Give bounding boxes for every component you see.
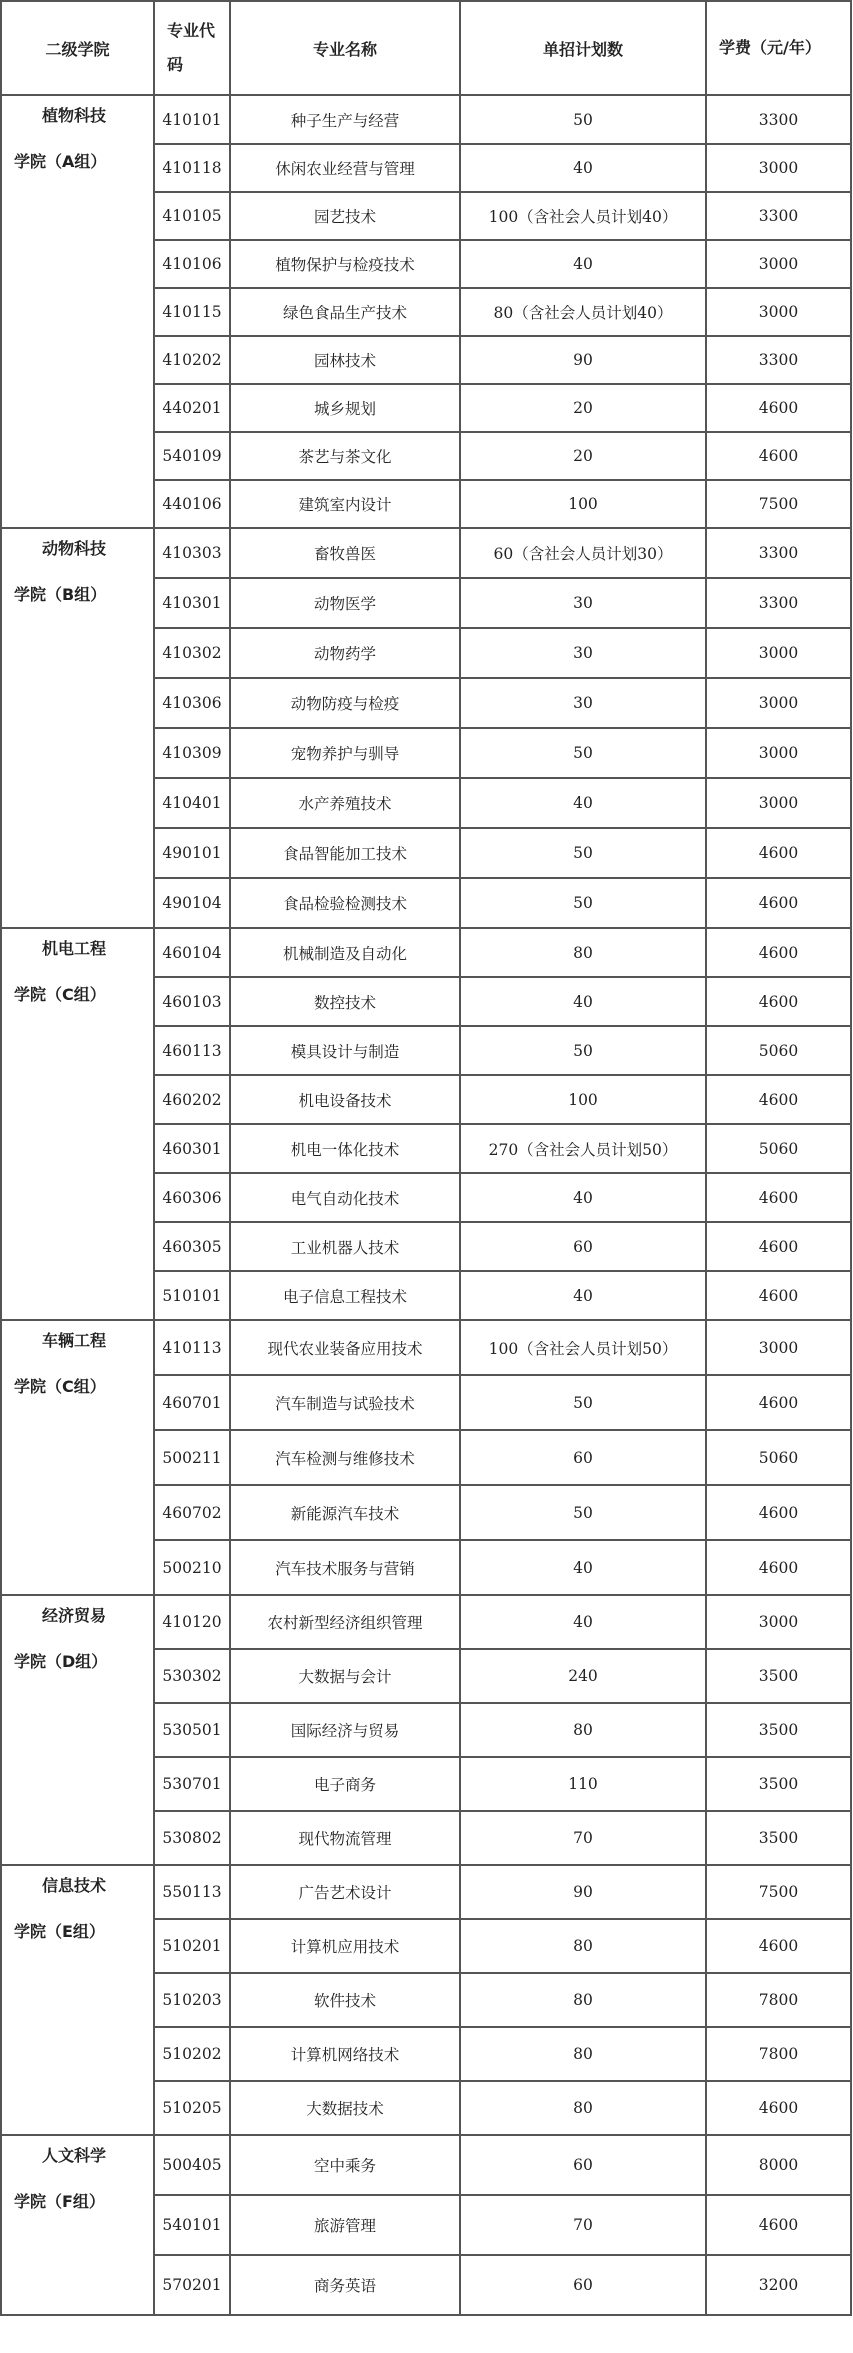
tuition-cell: 4600	[706, 1485, 851, 1540]
plan-count-cell: 100（含社会人员计划40）	[460, 192, 706, 240]
tuition-cell: 3300	[706, 95, 851, 144]
major-code-cell: 540101	[154, 2195, 230, 2255]
major-code-cell: 510205	[154, 2081, 230, 2135]
plan-count-cell: 50	[460, 828, 706, 878]
major-code-cell: 440201	[154, 384, 230, 432]
major-name-cell: 电子信息工程技术	[230, 1271, 460, 1320]
tuition-cell: 3000	[706, 678, 851, 728]
plan-count-cell: 60（含社会人员计划30）	[460, 528, 706, 578]
major-name-cell: 动物防疫与检疫	[230, 678, 460, 728]
tuition-cell: 4600	[706, 1375, 851, 1430]
major-name-cell: 旅游管理	[230, 2195, 460, 2255]
plan-count-cell: 100（含社会人员计划50）	[460, 1320, 706, 1375]
tuition-cell: 7500	[706, 1865, 851, 1919]
tuition-cell: 7800	[706, 1973, 851, 2027]
plan-count-cell: 90	[460, 1865, 706, 1919]
college-name-line1: 动物科技	[42, 539, 107, 558]
tuition-cell: 5060	[706, 1026, 851, 1075]
college-name-line1: 信息技术	[42, 1876, 107, 1895]
major-name-cell: 计算机网络技术	[230, 2027, 460, 2081]
college-cell	[1, 1595, 154, 1865]
major-code-cell: 570201	[154, 2255, 230, 2315]
plan-count-cell: 80	[460, 2081, 706, 2135]
major-code-cell: 460301	[154, 1124, 230, 1173]
major-code-cell: 510101	[154, 1271, 230, 1320]
plan-count-cell: 50	[460, 1375, 706, 1430]
major-name-cell: 动物医学	[230, 578, 460, 628]
major-name-cell: 模具设计与制造	[230, 1026, 460, 1075]
college-name-line1: 机电工程	[42, 939, 107, 958]
plan-count-cell: 70	[460, 2195, 706, 2255]
college-name-line2: 学院（F组）	[14, 2192, 105, 2211]
major-code-cell: 530302	[154, 1649, 230, 1703]
major-code-cell: 500405	[154, 2135, 230, 2195]
major-code-cell: 410113	[154, 1320, 230, 1375]
college-name-line1: 车辆工程	[42, 1331, 107, 1350]
plan-count-cell: 80	[460, 1919, 706, 1973]
major-code-cell: 550113	[154, 1865, 230, 1919]
major-name-cell: 机械制造及自动化	[230, 928, 460, 977]
tuition-cell: 4600	[706, 1075, 851, 1124]
major-name-cell: 园艺技术	[230, 192, 460, 240]
tuition-cell: 3500	[706, 1703, 851, 1757]
major-code-cell: 410303	[154, 528, 230, 578]
tuition-cell: 4600	[706, 1173, 851, 1222]
tuition-cell: 3000	[706, 1595, 851, 1649]
major-name-cell: 畜牧兽医	[230, 528, 460, 578]
plan-count-cell: 110	[460, 1757, 706, 1811]
major-code-cell: 410302	[154, 628, 230, 678]
tuition-cell: 3200	[706, 2255, 851, 2315]
tuition-cell: 3000	[706, 1320, 851, 1375]
major-name-cell: 汽车检测与维修技术	[230, 1430, 460, 1485]
tuition-cell: 3500	[706, 1811, 851, 1865]
college-name-line1: 经济贸易	[42, 1606, 107, 1625]
plan-count-cell: 80（含社会人员计划40）	[460, 288, 706, 336]
major-name-cell: 绿色食品生产技术	[230, 288, 460, 336]
plan-count-cell: 60	[460, 1430, 706, 1485]
tuition-cell: 3300	[706, 192, 851, 240]
plan-count-cell: 60	[460, 1222, 706, 1271]
college-name-line2: 学院（E组）	[14, 1922, 105, 1941]
table-row	[1, 1595, 851, 1649]
major-name-cell: 汽车制造与试验技术	[230, 1375, 460, 1430]
major-name-cell: 商务英语	[230, 2255, 460, 2315]
tuition-cell: 5060	[706, 1430, 851, 1485]
tuition-cell: 4600	[706, 2195, 851, 2255]
plan-count-cell: 40	[460, 1595, 706, 1649]
major-name-cell: 动物药学	[230, 628, 460, 678]
tuition-cell: 7500	[706, 480, 851, 528]
plan-count-cell: 40	[460, 1173, 706, 1222]
plan-count-cell: 100	[460, 480, 706, 528]
tuition-cell: 8000	[706, 2135, 851, 2195]
major-name-cell: 机电一体化技术	[230, 1124, 460, 1173]
tuition-cell: 3000	[706, 778, 851, 828]
major-name-cell: 汽车技术服务与营销	[230, 1540, 460, 1595]
tuition-cell: 3300	[706, 528, 851, 578]
major-name-cell: 电气自动化技术	[230, 1173, 460, 1222]
college-cell	[1, 928, 154, 1320]
major-name-cell: 园林技术	[230, 336, 460, 384]
tuition-cell: 4600	[706, 384, 851, 432]
tuition-cell: 3000	[706, 628, 851, 678]
major-name-cell: 工业机器人技术	[230, 1222, 460, 1271]
tuition-cell: 4600	[706, 2081, 851, 2135]
major-code-cell: 410202	[154, 336, 230, 384]
college-name-line2: 学院（A组）	[14, 152, 107, 171]
plan-count-cell: 30	[460, 678, 706, 728]
major-code-cell: 500211	[154, 1430, 230, 1485]
tuition-cell: 4600	[706, 928, 851, 977]
major-name-cell: 农村新型经济组织管理	[230, 1595, 460, 1649]
major-name-cell: 电子商务	[230, 1757, 460, 1811]
major-code-cell: 410101	[154, 95, 230, 144]
plan-count-cell: 80	[460, 2027, 706, 2081]
tuition-cell: 3300	[706, 578, 851, 628]
table-row	[1, 1320, 851, 1375]
plan-count-cell: 30	[460, 628, 706, 678]
tuition-cell: 3000	[706, 288, 851, 336]
major-code-cell: 410401	[154, 778, 230, 828]
major-code-cell: 510201	[154, 1919, 230, 1973]
college-cell	[1, 95, 154, 528]
college-cell	[1, 2135, 154, 2315]
major-name-cell: 广告艺术设计	[230, 1865, 460, 1919]
tuition-cell: 4600	[706, 1540, 851, 1595]
major-name-cell: 现代物流管理	[230, 1811, 460, 1865]
major-code-cell: 460104	[154, 928, 230, 977]
tuition-cell: 5060	[706, 1124, 851, 1173]
major-name-cell: 水产养殖技术	[230, 778, 460, 828]
major-code-cell: 490101	[154, 828, 230, 878]
tuition-cell: 3000	[706, 240, 851, 288]
major-code-cell: 440106	[154, 480, 230, 528]
header-name: 专业名称	[230, 1, 460, 95]
plan-count-cell: 50	[460, 878, 706, 928]
major-code-cell: 530501	[154, 1703, 230, 1757]
plan-count-cell: 20	[460, 432, 706, 480]
major-code-cell: 410306	[154, 678, 230, 728]
major-name-cell: 机电设备技术	[230, 1075, 460, 1124]
plan-count-cell: 70	[460, 1811, 706, 1865]
major-name-cell: 数控技术	[230, 977, 460, 1026]
plan-count-cell: 40	[460, 778, 706, 828]
header-plan: 单招计划数	[460, 1, 706, 95]
major-name-cell: 宠物养护与驯导	[230, 728, 460, 778]
major-name-cell: 建筑室内设计	[230, 480, 460, 528]
plan-count-cell: 80	[460, 1703, 706, 1757]
table-row	[1, 1865, 851, 1919]
table-row	[1, 928, 851, 977]
major-code-cell: 460202	[154, 1075, 230, 1124]
tuition-cell: 4600	[706, 878, 851, 928]
plan-count-cell: 80	[460, 1973, 706, 2027]
major-name-cell: 食品检验检测技术	[230, 878, 460, 928]
major-code-cell: 460305	[154, 1222, 230, 1271]
tuition-cell: 3000	[706, 144, 851, 192]
major-name-cell: 软件技术	[230, 1973, 460, 2027]
tuition-cell: 3300	[706, 336, 851, 384]
table-row	[1, 528, 851, 578]
college-name-line1: 人文科学	[42, 2146, 107, 2165]
major-name-cell: 空中乘务	[230, 2135, 460, 2195]
major-code-cell: 410301	[154, 578, 230, 628]
header-college: 二级学院	[1, 1, 154, 95]
plan-count-cell: 90	[460, 336, 706, 384]
major-name-cell: 新能源汽车技术	[230, 1485, 460, 1540]
plan-count-cell: 40	[460, 240, 706, 288]
major-name-cell: 休闲农业经营与管理	[230, 144, 460, 192]
college-name-line2: 学院（D组）	[14, 1652, 108, 1671]
plan-count-cell: 50	[460, 1485, 706, 1540]
college-cell	[1, 1865, 154, 2135]
tuition-cell: 3500	[706, 1649, 851, 1703]
major-code-cell: 530802	[154, 1811, 230, 1865]
plan-count-cell: 240	[460, 1649, 706, 1703]
major-name-cell: 城乡规划	[230, 384, 460, 432]
major-code-cell: 410105	[154, 192, 230, 240]
plan-count-cell: 40	[460, 1271, 706, 1320]
table-row	[1, 95, 851, 144]
plan-count-cell: 40	[460, 144, 706, 192]
tuition-cell: 4600	[706, 1919, 851, 1973]
major-name-cell: 茶艺与茶文化	[230, 432, 460, 480]
tuition-cell: 4600	[706, 828, 851, 878]
college-cell	[1, 1320, 154, 1595]
tuition-cell: 4600	[706, 432, 851, 480]
plan-count-cell: 50	[460, 728, 706, 778]
major-name-cell: 大数据与会计	[230, 1649, 460, 1703]
college-name-line2: 学院（C组）	[14, 985, 106, 1004]
major-code-cell: 540109	[154, 432, 230, 480]
major-name-cell: 现代农业装备应用技术	[230, 1320, 460, 1375]
plan-count-cell: 100	[460, 1075, 706, 1124]
tuition-cell: 3000	[706, 728, 851, 778]
major-code-cell: 410115	[154, 288, 230, 336]
major-code-cell: 410106	[154, 240, 230, 288]
plan-count-cell: 40	[460, 1540, 706, 1595]
header-fee: 学费（元/年）	[706, 1, 851, 95]
tuition-cell: 4600	[706, 1271, 851, 1320]
plan-count-cell: 50	[460, 1026, 706, 1075]
major-name-cell: 食品智能加工技术	[230, 828, 460, 878]
major-code-cell: 460701	[154, 1375, 230, 1430]
major-code-cell: 460702	[154, 1485, 230, 1540]
table-row	[1, 2135, 851, 2195]
major-code-cell: 460103	[154, 977, 230, 1026]
major-code-cell: 490104	[154, 878, 230, 928]
plan-count-cell: 60	[460, 2255, 706, 2315]
plan-count-cell: 20	[460, 384, 706, 432]
major-code-cell: 460113	[154, 1026, 230, 1075]
header-code: 专业代码	[154, 1, 230, 95]
college-cell	[1, 528, 154, 928]
major-code-cell: 510203	[154, 1973, 230, 2027]
college-name-line1: 植物科技	[42, 106, 107, 125]
major-code-cell: 530701	[154, 1757, 230, 1811]
plan-count-cell: 40	[460, 977, 706, 1026]
major-name-cell: 植物保护与检疫技术	[230, 240, 460, 288]
major-code-cell: 500210	[154, 1540, 230, 1595]
tuition-cell: 4600	[706, 1222, 851, 1271]
major-code-cell: 410118	[154, 144, 230, 192]
plan-count-cell: 50	[460, 95, 706, 144]
major-name-cell: 国际经济与贸易	[230, 1703, 460, 1757]
major-name-cell: 种子生产与经营	[230, 95, 460, 144]
header-row	[1, 1, 851, 95]
major-code-cell: 460306	[154, 1173, 230, 1222]
plan-count-cell: 30	[460, 578, 706, 628]
major-name-cell: 大数据技术	[230, 2081, 460, 2135]
plan-count-cell: 270（含社会人员计划50）	[460, 1124, 706, 1173]
plan-count-cell: 60	[460, 2135, 706, 2195]
major-code-cell: 410309	[154, 728, 230, 778]
major-code-cell: 410120	[154, 1595, 230, 1649]
college-name-line2: 学院（C组）	[14, 1377, 106, 1396]
table-body	[1, 1, 851, 2315]
major-name-cell: 计算机应用技术	[230, 1919, 460, 1973]
major-code-cell: 510202	[154, 2027, 230, 2081]
tuition-cell: 4600	[706, 977, 851, 1026]
college-name-line2: 学院（B组）	[14, 585, 107, 604]
tuition-cell: 7800	[706, 2027, 851, 2081]
tuition-cell: 3500	[706, 1757, 851, 1811]
plan-count-cell: 80	[460, 928, 706, 977]
